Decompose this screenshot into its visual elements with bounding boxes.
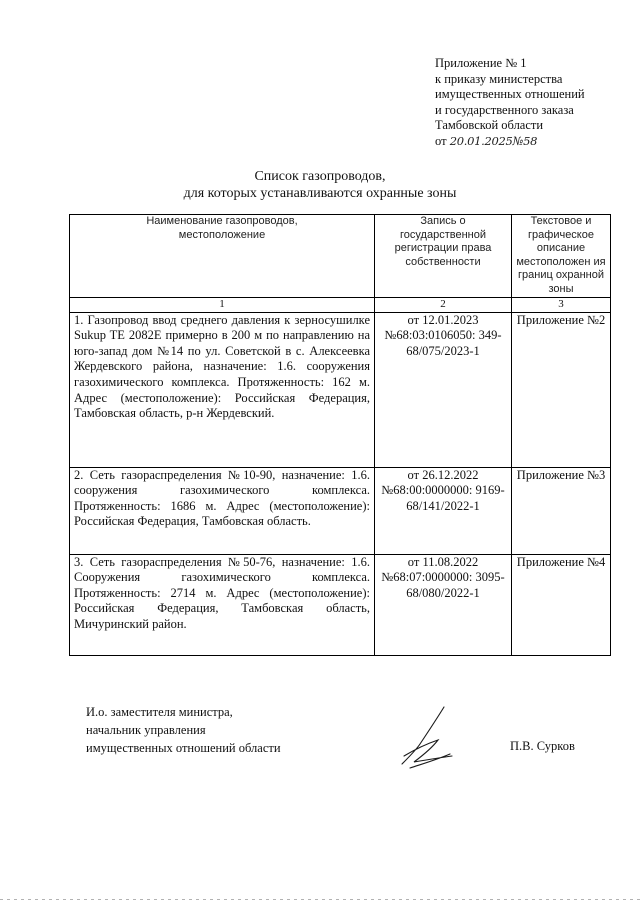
signature-block (86, 703, 281, 757)
document-title (120, 168, 520, 202)
signer-title-line-2: начальник управления (86, 723, 206, 737)
row-1-description: 1. Газопровод ввод среднего давления к зерносушилке Sukup TE 2082E примерно в 200 м по направлению на юго-запад дом №14 по ул. Советской в с. Алексеевка Жердевского района, назначение: 1.6. сооружения газохимического комплекса. Протяженность: 162 м. Адрес (местоположение): Российская Федерация, Тамбовская область, р-н Жердевский. (70, 312, 375, 467)
header-registration: Запись о государственной регистрации права собственности (375, 215, 512, 298)
title-line-2: для которых устанавливаются охранные зоны (183, 186, 457, 201)
row-3-description: 3. Сеть газораспределения №50-76, назначение: 1.6. Сооружения газохимического комплекса. Протяженность: 2714 м. Адрес (местоположение): Российская Федерация, Тамбовская область, Мичуринский район. (70, 554, 375, 655)
row-2-description: 2. Сеть газораспределения №10-90, назначение: 1.6. сооружения газохимического комплекса. Протяженность: 1686 м. Адрес (местоположение): Российская Федерация, Тамбовская область. (70, 467, 375, 554)
header-name: Наименование газопроводов, местоположение (70, 215, 375, 298)
row-2-appendix-ref: Приложение №3 (512, 467, 611, 554)
row-2-registration: от 26.12.2022 №68:00:0000000: 9169-68/141/2022-1 (375, 467, 512, 554)
appendix-date-line (435, 134, 635, 150)
signer-name: П.В. Сурков (510, 739, 575, 753)
row-1-registration: от 12.01.2023 №68:03:0106050: 349-68/075/2023-1 (375, 312, 512, 467)
row-1-appendix-ref: Приложение №2 (512, 312, 611, 467)
row-3-appendix-ref: Приложение №4 (512, 554, 611, 655)
table-row (70, 467, 611, 554)
appendix-date-prefix: от (435, 133, 447, 148)
header-description: Текстовое и графическое описание местоположен ия границ охранной зоны (512, 215, 611, 298)
table-row (70, 554, 611, 655)
column-number-3: 3 (512, 297, 611, 312)
appendix-header (435, 56, 635, 150)
appendix-line-2: к приказу министерства (435, 71, 563, 86)
column-number-1: 1 (70, 297, 375, 312)
appendix-date-handwritten: 20.01.2025№58 (449, 133, 538, 148)
title-line-1: Список газопроводов, (254, 169, 386, 184)
signer-title-line-3: имущественных отношений области (86, 741, 281, 755)
appendix-line-3: имущественных отношений (435, 87, 585, 102)
appendix-line-1: Приложение № 1 (435, 56, 527, 70)
gas-pipelines-table (69, 214, 611, 656)
scan-artifact-line (0, 898, 640, 901)
column-number-2: 2 (375, 297, 512, 312)
column-number-row (70, 297, 611, 312)
signer-title-line-1: И.о. заместителя министра, (86, 705, 233, 719)
handwritten-signature-icon (392, 704, 472, 774)
appendix-line-5: Тамбовской области (435, 118, 544, 133)
row-3-registration: от 11.08.2022 №68:07:0000000: 3095-68/080/2022-1 (375, 554, 512, 655)
appendix-line-4: и государственного заказа (435, 102, 574, 117)
table-row (70, 312, 611, 467)
table-header-row (70, 215, 611, 298)
